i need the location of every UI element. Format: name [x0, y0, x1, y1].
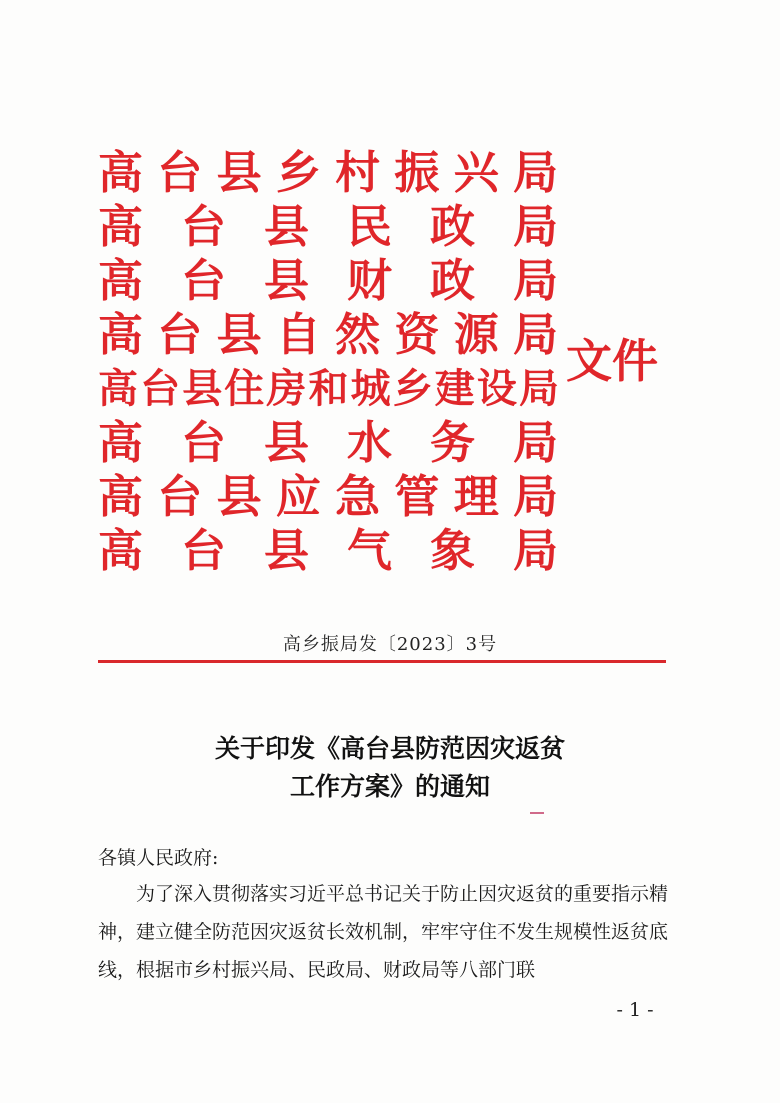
title-line: 关于印发《高台县防范因灾返贫 — [214, 734, 565, 763]
document-label: 文件 — [566, 334, 658, 388]
agency-name: 高台县财政局 — [98, 254, 558, 307]
agency-name: 高台县住房和城乡建设局 — [98, 366, 558, 412]
page-number: - 1 - — [616, 999, 654, 1021]
issuing-agencies — [98, 146, 558, 578]
agency-name: 高台县水务局 — [98, 416, 558, 469]
document-title — [0, 730, 780, 806]
red-divider — [98, 660, 666, 663]
ink-mark — [530, 812, 544, 814]
paragraph: 为了深入贯彻落实习近平总书记关于防止因灾返贫的重要指示精神，建立健全防范因灾返贫长效机制，牢牢守住不发生规模性返贫底线，根据市乡村振兴局、民政局、财政局等八部门联 — [98, 883, 669, 981]
agency-name: 高台县应急管理局 — [98, 470, 558, 523]
document-number: 高乡振局发〔2023〕3号 — [282, 634, 498, 655]
agency-name: 高台县气象局 — [98, 524, 558, 577]
agency-name: 高台县自然资源局 — [98, 308, 558, 361]
agency-name: 高台县民政局 — [98, 200, 558, 253]
agency-name: 高台县乡村振兴局 — [98, 146, 558, 199]
title-line: 工作方案》的通知 — [289, 772, 490, 801]
body-text — [98, 875, 668, 989]
salutation: 各镇人民政府: — [98, 847, 219, 869]
